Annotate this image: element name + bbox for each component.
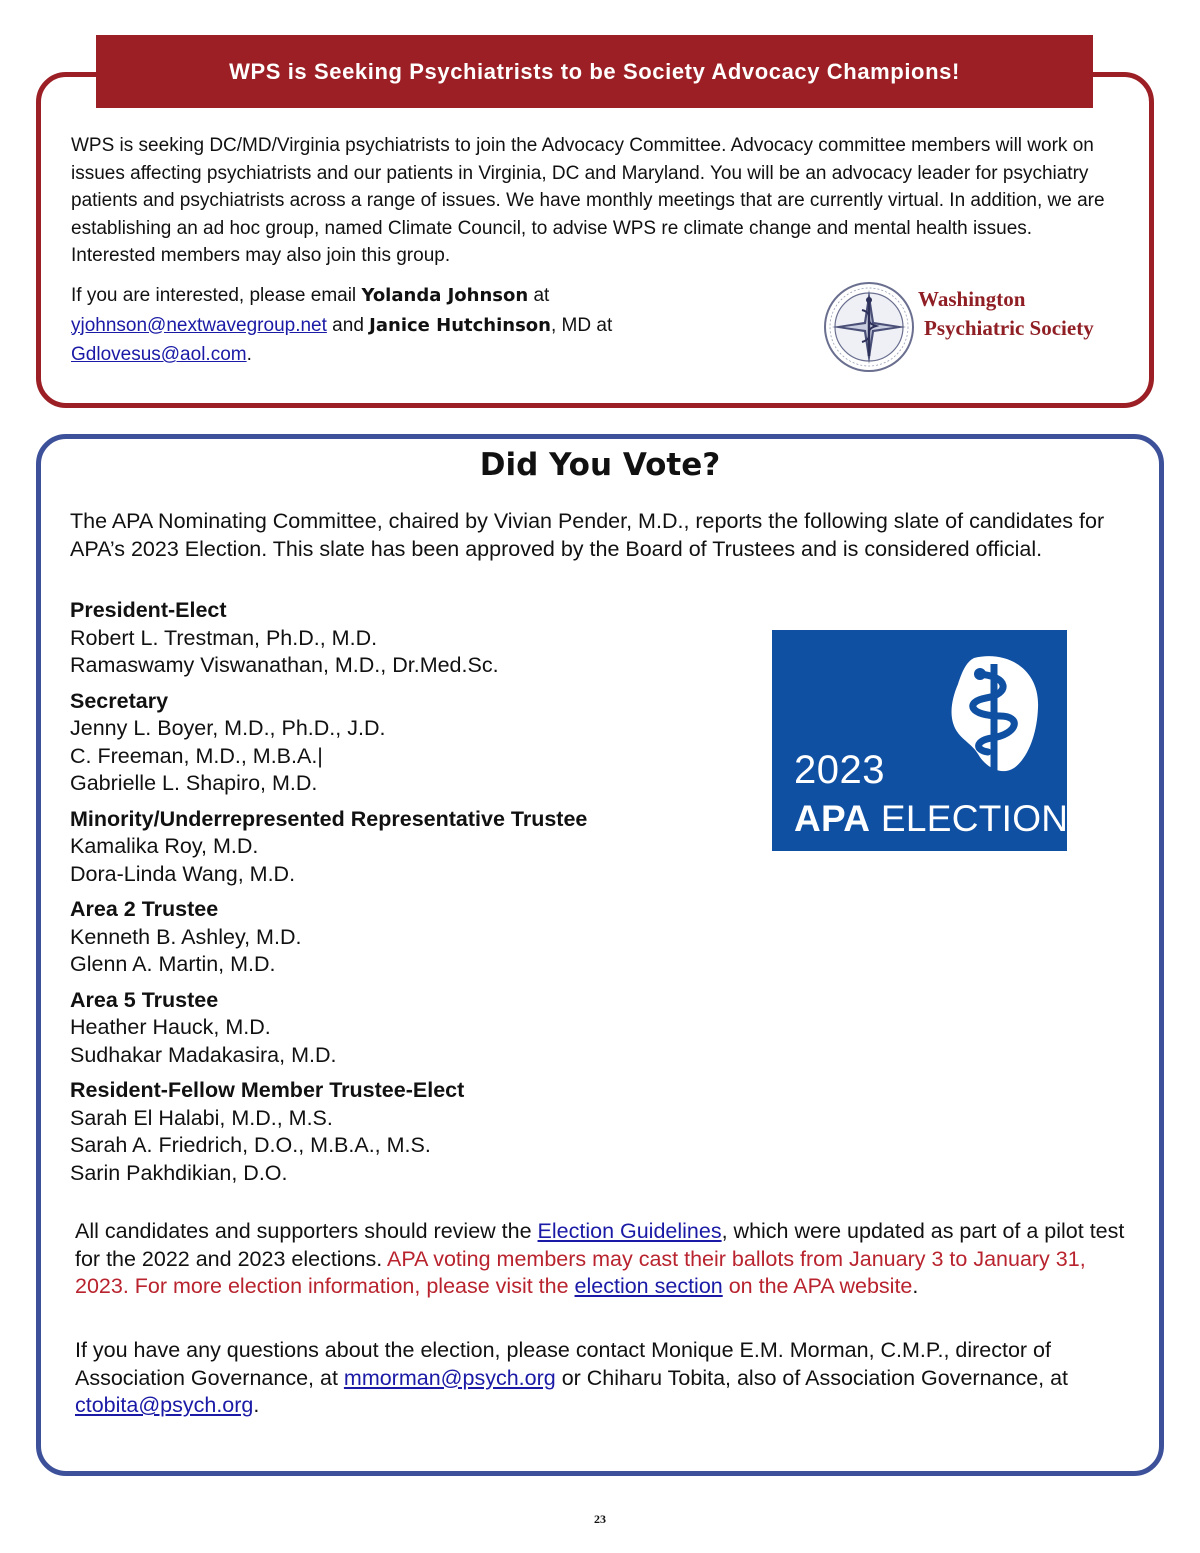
candidate-name: Sudhakar Madakasira, M.D. (70, 1042, 337, 1067)
office-title: Area 5 Trustee (70, 987, 219, 1012)
candidate-name: Ramaswamy Viswanathan, M.D., Dr.Med.Sc. (70, 653, 499, 677)
wps-logo (822, 280, 1132, 374)
vote-intro-text: The APA Nominating Committee, chaired by Vivian Pender, M.D., reports the following slate of candidates for APA’s 2023 Election. This slate has been approved by the Board of Trustees and is considered official. (70, 509, 1105, 561)
contact-and: and (326, 314, 370, 336)
contact-end: . (246, 344, 252, 365)
guidelines-end: . (912, 1274, 919, 1298)
candidate-name: Sarin Pakhdikian, D.O. (70, 1160, 288, 1185)
apa-logo-year: 2023 (794, 748, 885, 792)
contact-md-at: , MD at (551, 314, 613, 336)
election-section-link[interactable]: election section (574, 1274, 723, 1298)
wps-logo-line1: Washington (918, 287, 1026, 311)
election-guidelines-link[interactable]: Election Guidelines (537, 1219, 722, 1243)
apa-election-logo (772, 630, 1067, 851)
wps-seal-icon (822, 280, 916, 374)
office-title: Area 2 Trustee (70, 897, 219, 921)
office-secretary (70, 688, 750, 798)
candidate-name: Glenn A. Martin, M.D. (70, 952, 276, 976)
election-questions-paragraph (75, 1337, 1130, 1420)
candidate-name: Kamalika Roy, M.D. (70, 834, 259, 858)
office-area2-trustee (70, 896, 750, 979)
questions-text: If you have any questions about the election, please contact Monique E.M. Morman, C.M.P., director of Association Governance, at (75, 1338, 1051, 1390)
voting-dates-text: APA voting members may cast their ballots from January 3 to January 31, 2023. For more election information, please visit the (75, 1246, 1086, 1298)
wps-body-text: WPS is seeking DC/MD/Virginia psychiatrists to join the Advocacy Committee. Advocacy committee members will work on issues affecting psychiatrists and our patients in Virginia, DC and Maryland. You will be an advocacy leader for psychiatry patients and psychiatrists across a range of issues. We have monthly meetings that are currently virtual. In addition, we are establishing an ad hoc group, named Climate Council, to advise WPS re climate change and mental health issues. Interested members may also join this group. (71, 135, 1105, 267)
wps-banner (96, 35, 1093, 108)
email-link-mmorman[interactable]: mmorman@psych.org (343, 1365, 556, 1390)
office-title: Secretary (70, 688, 169, 713)
page-number: 23 (594, 1512, 606, 1526)
candidate-name: Sarah A. Friedrich, D.O., M.B.A., M.S. (70, 1133, 431, 1157)
candidate-name: Kenneth B. Ashley, M.D. (70, 924, 302, 949)
wps-logo-text (918, 285, 1094, 343)
caduceus-head-icon (944, 650, 1044, 780)
guidelines-text: , which were updated as part of a pilot test for the 2022 and 2023 elections. (75, 1219, 1125, 1271)
candidate-name: Gabrielle L. Shapiro, M.D. (70, 771, 318, 795)
apa-logo-label-bold: APA (794, 798, 871, 839)
office-title: President-Elect (70, 598, 227, 622)
questions-text: or Chiharu Tobita, also of Association Governance, at (555, 1365, 1069, 1390)
email-link-yjohnson[interactable]: yjohnson@nextwavegroup.net (71, 314, 327, 336)
candidate-name: C. Freeman, M.D., M.B.A.| (70, 743, 323, 768)
election-guidelines-paragraph (75, 1218, 1130, 1301)
apa-logo-label-rest: ELECTION (870, 798, 1069, 839)
contact-intro: If you are interested, please email (71, 285, 362, 306)
contact-at: at (528, 285, 550, 306)
office-minority-trustee (70, 806, 750, 889)
office-title: Minority/Underrepresented Representative Trustee (70, 806, 588, 831)
questions-end: . (253, 1393, 260, 1417)
candidate-name: Heather Hauck, M.D. (70, 1015, 271, 1039)
candidate-name: Robert L. Trestman, Ph.D., M.D. (70, 625, 378, 650)
wps-banner-title: WPS is Seeking Psychiatrists to be Society Advocacy Champions! (229, 58, 960, 84)
office-president-elect (70, 597, 750, 680)
guidelines-text: All candidates and supporters should review the (75, 1219, 538, 1243)
candidate-name: Dora-Linda Wang, M.D. (70, 861, 296, 886)
email-link-ctobita[interactable]: ctobita@psych.org (75, 1393, 254, 1417)
apa-website-text: on the APA website (722, 1274, 913, 1298)
wps-contact-paragraph (71, 281, 771, 370)
candidate-slate (70, 597, 750, 1195)
wps-logo-line2: Psychiatric Society (924, 316, 1094, 340)
office-title: Resident-Fellow Member Trustee-Elect (70, 1078, 465, 1102)
email-link-gdlovesus[interactable]: Gdlovesus@aol.com (71, 344, 247, 365)
candidate-name: Jenny L. Boyer, M.D., Ph.D., J.D. (70, 716, 386, 740)
vote-title: Did You Vote? (479, 447, 721, 483)
apa-logo-label (794, 798, 1068, 840)
office-resident-fellow-trustee (70, 1077, 750, 1187)
contact-name-janice: Janice Hutchinson (369, 314, 551, 336)
candidate-name: Sarah El Halabi, M.D., M.S. (70, 1105, 333, 1130)
office-area5-trustee (70, 987, 750, 1070)
contact-name-yolanda: Yolanda Johnson (361, 285, 529, 306)
